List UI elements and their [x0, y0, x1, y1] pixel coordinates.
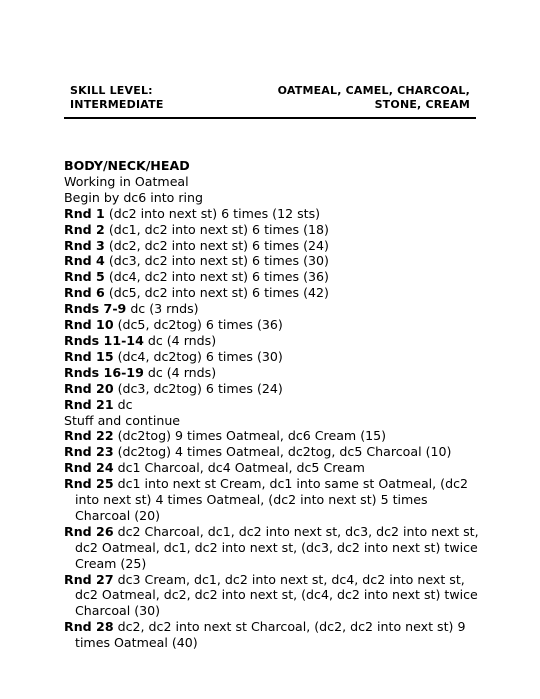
round-instruction	[64, 444, 484, 460]
round-instruction	[64, 206, 484, 222]
round-text: dc (4 rnds)	[143, 364, 217, 380]
round-label: Rnd 4	[64, 253, 105, 269]
round-text: (dc4, dc2tog) 6 times (30)	[113, 348, 283, 364]
round-instruction	[64, 269, 484, 285]
round-text: (dc5, dc2 into next st) 6 times (42)	[104, 285, 329, 301]
round-label: Rnd 10	[64, 317, 114, 333]
colors-line-2: STONE, CREAM	[374, 98, 470, 111]
round-instruction	[64, 365, 484, 381]
round-label: Rnd 15	[64, 348, 114, 364]
intro-line: Working in Oatmeal	[64, 173, 189, 189]
round-text: (dc2 into next st) 6 times (12 sts)	[104, 205, 321, 221]
round-text: dc (4 rnds)	[143, 332, 217, 348]
round-text: dc	[113, 396, 133, 412]
round-text: dc2, dc2 into next st Charcoal, (dc2, dc2 into next st) 9 times Oatmeal (40)	[75, 619, 466, 651]
round-text: (dc1, dc2 into next st) 6 times (18)	[104, 221, 329, 237]
round-text: dc3 Cream, dc1, dc2 into next st, dc4, dc2 into next st, dc2 Oatmeal, dc2, dc2 into next st, (dc4, dc2 into next st) twice Charcoal (30)	[75, 571, 478, 619]
round-instruction	[64, 476, 484, 524]
round-instruction	[64, 317, 484, 333]
round-label: Rnd 2	[64, 221, 105, 237]
round-text: (dc2, dc2 into next st) 6 times (24)	[104, 237, 329, 253]
round-instruction	[64, 572, 484, 620]
round-label: Rnd 6	[64, 285, 105, 301]
skill-level-label: SKILL LEVEL:	[70, 84, 153, 97]
round-text: (dc2tog) 4 times Oatmeal, dc2tog, dc5 Charcoal (10)	[113, 444, 452, 460]
round-instruction	[64, 253, 484, 269]
round-instruction	[64, 619, 484, 651]
round-label: Rnd 23	[64, 444, 114, 460]
round-text: (dc5, dc2tog) 6 times (36)	[113, 317, 283, 333]
round-instruction	[64, 428, 484, 444]
round-label: Rnd 3	[64, 237, 105, 253]
round-instruction	[64, 460, 484, 476]
round-text: dc2 Charcoal, dc1, dc2 into next st, dc3, dc2 into next st, dc2 Oatmeal, dc1, dc2 into next st, (dc3, dc2 into next st) twice Cream (25)	[75, 523, 479, 571]
colors-line-1: OATMEAL, CAMEL, CHARCOAL,	[277, 84, 470, 97]
intro-line: Begin by dc6 into ring	[64, 189, 204, 205]
round-text: dc (3 rnds)	[126, 301, 199, 317]
pattern-content	[64, 158, 484, 651]
round-label: Rnd 27	[64, 571, 114, 587]
round-instruction	[64, 285, 484, 301]
round-label: Rnd 25	[64, 476, 114, 492]
round-instruction	[64, 238, 484, 254]
round-instruction	[64, 349, 484, 365]
colors-block	[278, 84, 470, 112]
round-text: (dc2tog) 9 times Oatmeal, dc6 Cream (15)	[113, 428, 387, 444]
round-label: Rnd 20	[64, 380, 114, 396]
round-instruction	[64, 222, 484, 238]
round-label: Rnds 11-14	[64, 332, 144, 348]
round-label: Rnd 26	[64, 523, 114, 539]
round-instruction	[64, 381, 484, 397]
round-text: dc1 Charcoal, dc4 Oatmeal, dc5 Cream	[113, 460, 365, 476]
round-text: (dc4, dc2 into next st) 6 times (36)	[104, 269, 329, 285]
header-divider	[64, 117, 476, 119]
skill-level-block	[70, 84, 164, 112]
round-label: Rnds 7-9	[64, 301, 127, 317]
round-instruction	[64, 524, 484, 572]
section-title: BODY/NECK/HEAD	[64, 158, 190, 173]
round-label: Rnds 16-19	[64, 364, 144, 380]
round-text: (dc3, dc2tog) 6 times (24)	[113, 380, 283, 396]
round-label: Rnd 21	[64, 396, 114, 412]
stuff-note: Stuff and continue	[64, 412, 181, 428]
round-label: Rnd 5	[64, 269, 105, 285]
round-text: (dc3, dc2 into next st) 6 times (30)	[104, 253, 329, 269]
round-text: dc1 into next st Cream, dc1 into same st Oatmeal, (dc2 into next st) 4 times Oatmeal, (dc2 into next st) 5 times Charcoal (20)	[75, 476, 469, 523]
round-instruction	[64, 397, 484, 413]
round-label: Rnd 24	[64, 460, 114, 476]
round-instruction	[64, 333, 484, 349]
skill-level-value: INTERMEDIATE	[70, 98, 164, 111]
round-label: Rnd 22	[64, 428, 114, 444]
round-instruction	[64, 301, 484, 317]
round-label: Rnd 1	[64, 205, 105, 221]
round-label: Rnd 28	[64, 619, 114, 635]
